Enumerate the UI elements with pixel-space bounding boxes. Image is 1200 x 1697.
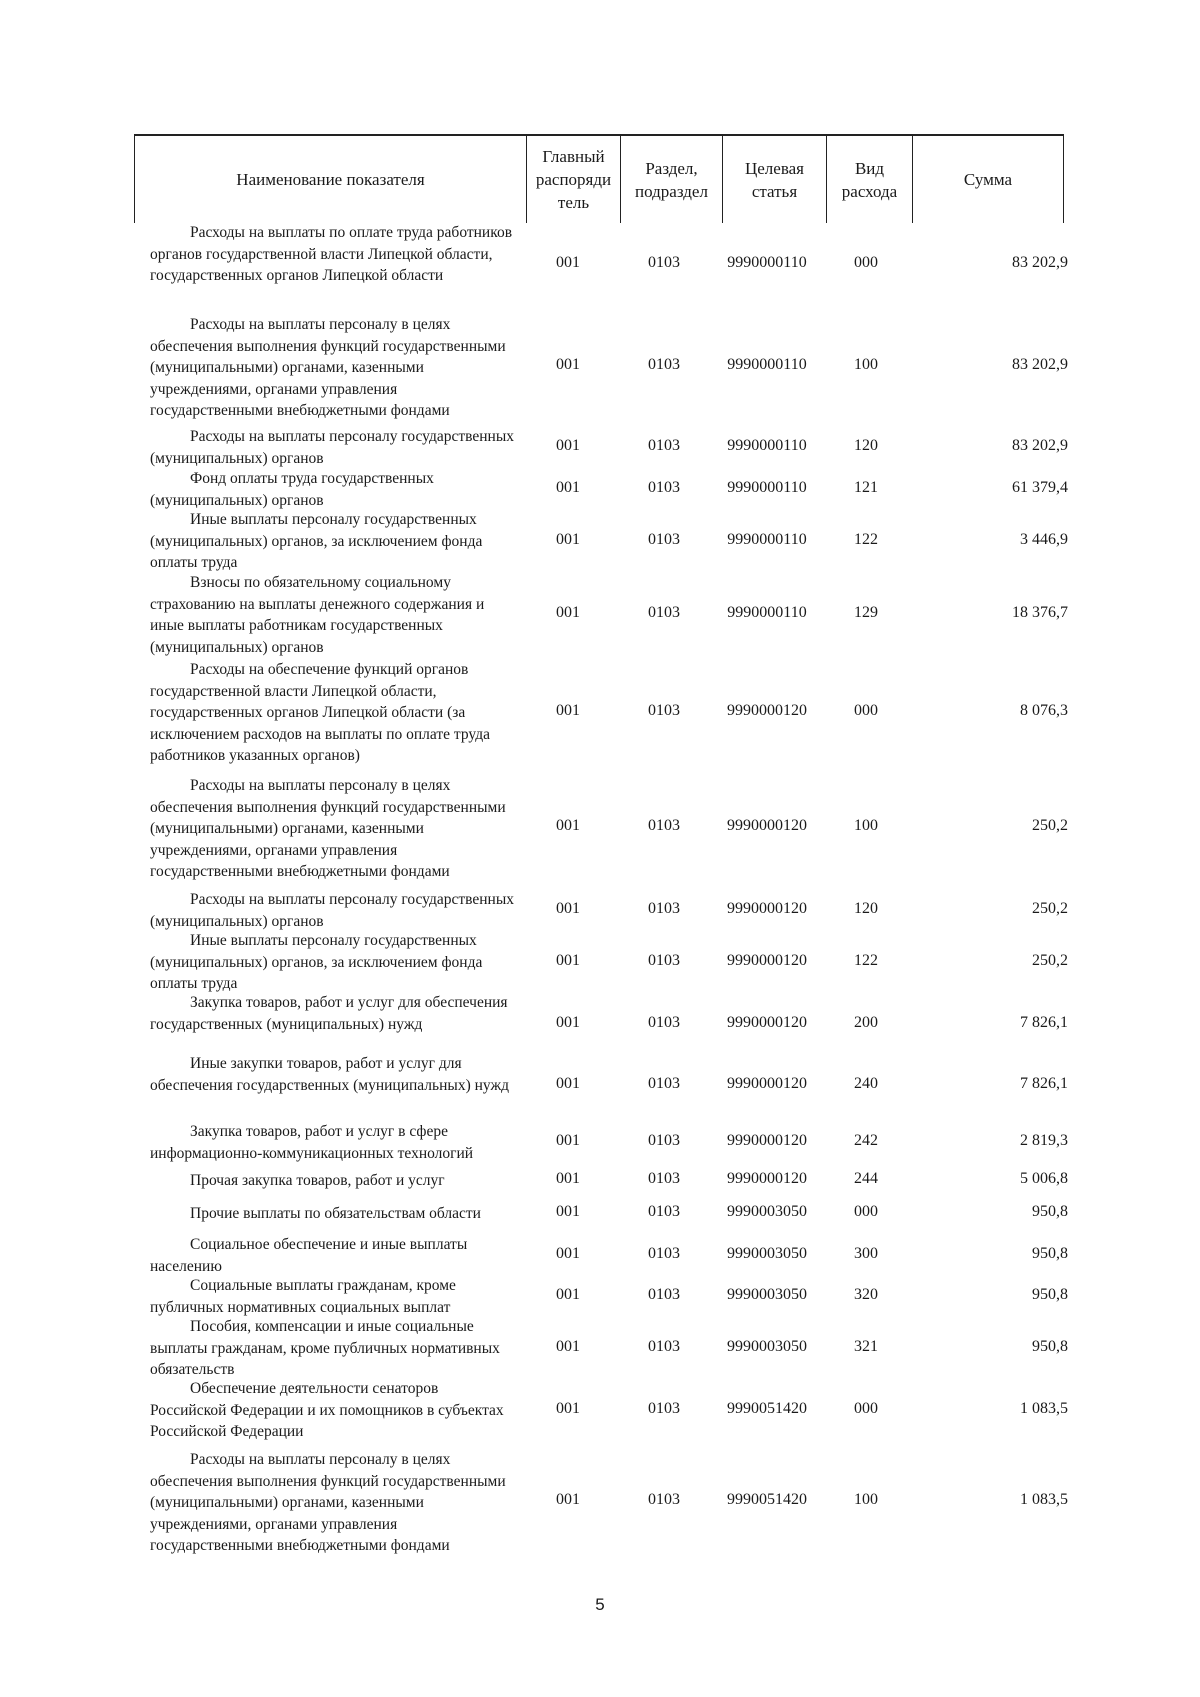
row-type: 242: [854, 1132, 878, 1149]
row-type: 321: [854, 1338, 878, 1355]
row-grbs: 001: [556, 1245, 580, 1262]
row-type: 121: [854, 479, 878, 496]
row-type: 100: [854, 1491, 878, 1508]
row-sum: 250,2: [1032, 817, 1068, 834]
row-target: 9990003050: [727, 1338, 807, 1355]
row-sum: 950,8: [1032, 1338, 1068, 1355]
row-name: Расходы на выплаты персоналу государственных (муниципальных) органов: [150, 428, 514, 467]
row-sum: 950,8: [1032, 1286, 1068, 1303]
row-type: 320: [854, 1286, 878, 1303]
row-name: Обеспечение деятельности сенаторов Российской Федерации и их помощников в субъектах Российской Федерации: [150, 1380, 504, 1440]
row-grbs: 001: [556, 817, 580, 834]
row-grbs: 001: [556, 702, 580, 719]
row-sum: 3 446,9: [1020, 531, 1068, 548]
row-sum: 83 202,9: [1012, 437, 1068, 454]
row-target: 9990003050: [727, 1203, 807, 1220]
row-name: Расходы на выплаты по оплате труда работников органов государственной власти Липецкой области, государственных органов Липецкой области: [150, 224, 513, 284]
row-section: 0103: [648, 817, 680, 834]
row-target: 9990000120: [727, 1014, 807, 1031]
row-sum: 1 083,5: [1020, 1400, 1068, 1417]
row-name: Иные закупки товаров, работ и услуг для обеспечения государственных (муниципальных) нужд: [150, 1055, 510, 1094]
row-name: Иные выплаты персоналу государственных (муниципальных) органов, за исключением фонда оплаты труда: [150, 932, 483, 992]
row-target: 9990000110: [727, 531, 807, 548]
row-section: 0103: [648, 1075, 680, 1092]
row-target: 9990000120: [727, 900, 807, 917]
row-section: 0103: [648, 900, 680, 917]
row-type: 000: [854, 1203, 878, 1220]
row-target: 9990000110: [727, 479, 807, 496]
row-target: 9990000110: [727, 437, 807, 454]
row-section: 0103: [648, 1286, 680, 1303]
row-grbs: 001: [556, 1286, 580, 1303]
row-section: 0103: [648, 1491, 680, 1508]
row-type: 122: [854, 531, 878, 548]
row-target: 9990000120: [727, 702, 807, 719]
row-grbs: 001: [556, 1170, 580, 1187]
row-type: 100: [854, 356, 878, 373]
row-grbs: 001: [556, 356, 580, 373]
row-name: Пособия, компенсации и иные социальные выплаты гражданам, кроме публичных нормативных обязательств: [150, 1318, 500, 1378]
row-sum: 950,8: [1032, 1245, 1068, 1262]
row-section: 0103: [648, 479, 680, 496]
row-name: Социальное обеспечение и иные выплаты населению: [150, 1236, 468, 1275]
row-section: 0103: [648, 1400, 680, 1417]
row-target: 9990000120: [727, 1132, 807, 1149]
row-sum: 83 202,9: [1012, 254, 1068, 271]
row-sum: 18 376,7: [1012, 604, 1068, 621]
row-section: 0103: [648, 1203, 680, 1220]
row-target: 9990000120: [727, 817, 807, 834]
row-grbs: 001: [556, 479, 580, 496]
row-target: 9990000110: [727, 604, 807, 621]
row-type: 000: [854, 702, 878, 719]
row-section: 0103: [648, 356, 680, 373]
row-sum: 7 826,1: [1020, 1075, 1068, 1092]
row-name: Социальные выплаты гражданам, кроме публичных нормативных социальных выплат: [150, 1277, 456, 1316]
row-sum: 83 202,9: [1012, 356, 1068, 373]
row-grbs: 001: [556, 1075, 580, 1092]
row-type: 240: [854, 1075, 878, 1092]
row-target: 9990003050: [727, 1286, 807, 1303]
row-grbs: 001: [556, 531, 580, 548]
row-section: 0103: [648, 702, 680, 719]
row-name: Расходы на выплаты персоналу государственных (муниципальных) органов: [150, 891, 514, 930]
header-section: Раздел, подраздел: [620, 136, 722, 223]
header-name: Наименование показателя: [134, 136, 526, 223]
row-sum: 7 826,1: [1020, 1014, 1068, 1031]
row-name: Прочая закупка товаров, работ и услуг: [190, 1172, 445, 1189]
row-type: 000: [854, 1400, 878, 1417]
row-name: Закупка товаров, работ и услуг для обеспечения государственных (муниципальных) нужд: [150, 994, 508, 1033]
row-section: 0103: [648, 1245, 680, 1262]
page-number: 5: [595, 1595, 605, 1614]
row-target: 9990051420: [727, 1491, 807, 1508]
row-grbs: 001: [556, 1014, 580, 1031]
row-name: Закупка товаров, работ и услуг в сфере информационно-коммуникационных технологий: [150, 1123, 474, 1162]
row-type: 100: [854, 817, 878, 834]
row-section: 0103: [648, 1014, 680, 1031]
row-sum: 1 083,5: [1020, 1491, 1068, 1508]
row-section: 0103: [648, 1338, 680, 1355]
header-target: Целевая статья: [722, 136, 826, 223]
row-name: Расходы на выплаты персоналу в целях обеспечения выполнения функций государственными (муниципальными) органами, казенными учреждениями, органами управления государственными внебюджетными фондами: [150, 316, 506, 419]
row-type: 129: [854, 604, 878, 621]
row-type: 244: [854, 1170, 878, 1187]
row-grbs: 001: [556, 437, 580, 454]
row-name: Взносы по обязательному социальному страхованию на выплаты денежного содержания и иные выплаты работникам государственных (муниципальных) органов: [150, 574, 485, 656]
row-section: 0103: [648, 1170, 680, 1187]
row-target: 9990000110: [727, 254, 807, 271]
row-type: 120: [854, 900, 878, 917]
row-grbs: 001: [556, 900, 580, 917]
row-grbs: 001: [556, 1203, 580, 1220]
row-sum: 250,2: [1032, 900, 1068, 917]
row-sum: 61 379,4: [1012, 479, 1068, 496]
row-name: Расходы на выплаты персоналу в целях обеспечения выполнения функций государственными (муниципальными) органами, казенными учреждениями, органами управления государственными внебюджетными фондами: [150, 1451, 506, 1554]
header-type: Вид расхода: [826, 136, 912, 223]
row-grbs: 001: [556, 1400, 580, 1417]
row-name: Иные выплаты персоналу государственных (муниципальных) органов, за исключением фонда оплаты труда: [150, 511, 483, 571]
row-target: 9990000120: [727, 952, 807, 969]
table-header: [134, 134, 1064, 223]
row-grbs: 001: [556, 1491, 580, 1508]
row-name: Фонд оплаты труда государственных (муниципальных) органов: [150, 470, 434, 509]
row-sum: 5 006,8: [1020, 1170, 1068, 1187]
row-sum: 250,2: [1032, 952, 1068, 969]
row-target: 9990000120: [727, 1170, 807, 1187]
row-name: Расходы на выплаты персоналу в целях обеспечения выполнения функций государственными (муниципальными) органами, казенными учреждениями, органами управления государственными внебюджетными фондами: [150, 777, 506, 880]
row-section: 0103: [648, 531, 680, 548]
row-type: 000: [854, 254, 878, 271]
row-section: 0103: [648, 952, 680, 969]
row-name: Расходы на обеспечение функций органов государственной власти Липецкой области, государственных органов Липецкой области (за исключением расходов на выплаты по оплате труда работников указанных органов): [150, 661, 490, 764]
header-sum: Сумма: [912, 136, 1064, 223]
row-target: 9990003050: [727, 1245, 807, 1262]
row-target: 9990000120: [727, 1075, 807, 1092]
row-section: 0103: [648, 604, 680, 621]
row-section: 0103: [648, 1132, 680, 1149]
row-sum: 8 076,3: [1020, 702, 1068, 719]
row-grbs: 001: [556, 604, 580, 621]
row-sum: 2 819,3: [1020, 1132, 1068, 1149]
row-target: 9990051420: [727, 1400, 807, 1417]
row-target: 9990000110: [727, 356, 807, 373]
row-grbs: 001: [556, 952, 580, 969]
header-grbs: Главный распоряди тель: [526, 136, 620, 223]
row-type: 200: [854, 1014, 878, 1031]
row-type: 300: [854, 1245, 878, 1262]
row-grbs: 001: [556, 1338, 580, 1355]
row-grbs: 001: [556, 1132, 580, 1149]
row-type: 122: [854, 952, 878, 969]
row-grbs: 001: [556, 254, 580, 271]
row-name: Прочие выплаты по обязательствам области: [190, 1205, 481, 1222]
row-section: 0103: [648, 437, 680, 454]
row-type: 120: [854, 437, 878, 454]
row-sum: 950,8: [1032, 1203, 1068, 1220]
row-section: 0103: [648, 254, 680, 271]
